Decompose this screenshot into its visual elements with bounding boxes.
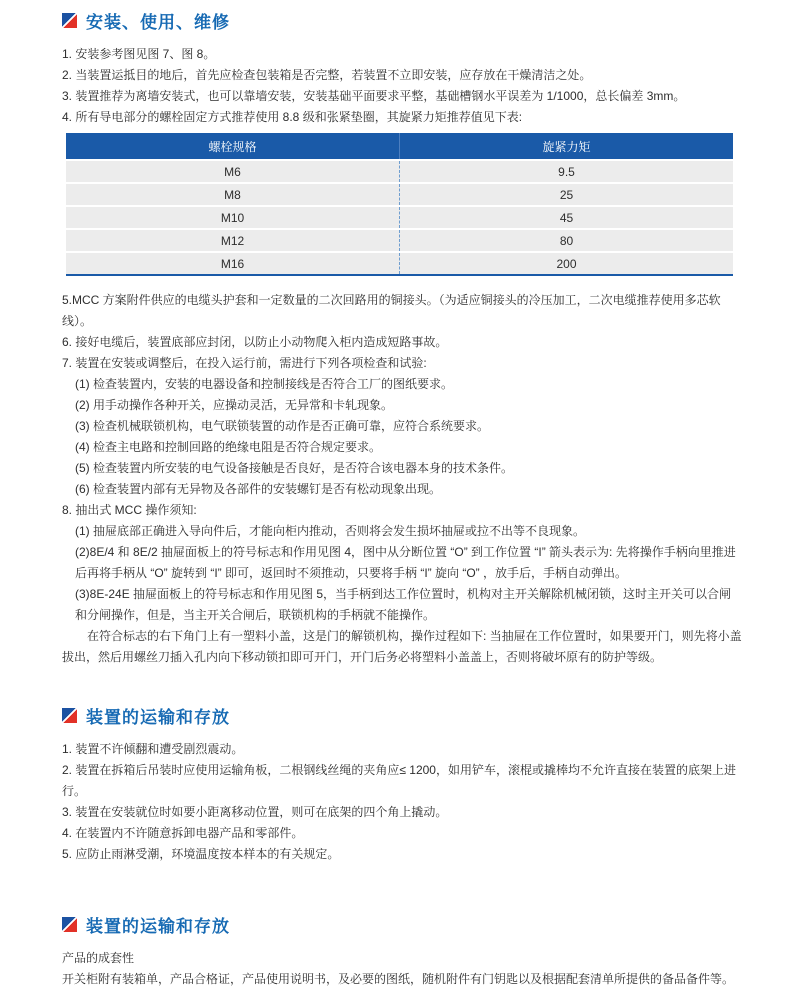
cell-bolt-spec: M12 xyxy=(66,229,400,252)
list-item: 1. 安装参考图见图 7、图 8。 xyxy=(62,47,216,61)
column-header-bolt-spec: 螺栓规格 xyxy=(66,133,400,160)
note-paragraph: 在符合标志的右下角门上有一塑料小盖，这是门的解锁机构，操作过程如下: 当抽屉在工作位置时，如果要开门，则先将小盖拔出，然后用螺丝刀插入孔内向下移动锁扣即可开门，开门后务必将塑料小盖盖上，否则将破坏原有的防护等级。 xyxy=(62,629,742,664)
torque-table-header xyxy=(66,133,733,160)
section-marker-icon xyxy=(62,13,77,28)
section-heading xyxy=(62,912,742,937)
list-item: 5.MCC 方案附件供应的电缆头护套和一定数量的二次回路用的铜接头。（为适应铜接头的冷压加工，二次电缆推荐使用多芯软线）。 xyxy=(62,293,721,328)
list-item: 4. 所有导电部分的螺栓固定方式推荐使用 8.8 级和张紧垫圈，其旋紧力矩推荐值见下表: xyxy=(62,110,523,124)
section-install-use-maintain xyxy=(62,8,742,668)
cell-torque: 9.5 xyxy=(400,160,734,183)
cell-torque: 25 xyxy=(400,183,734,206)
list-item: 1. 装置不许倾翻和遭受剧烈震动。 xyxy=(62,742,244,756)
body-text: 开关柜附有装箱单，产品合格证，产品使用说明书，及必要的图纸，随机附件有门钥匙以及根据配套清单所提供的备品备件等。 xyxy=(62,972,735,986)
table-row xyxy=(66,206,733,229)
list-item: 5. 应防止雨淋受潮，环境温度按本样本的有关规定。 xyxy=(62,847,340,861)
operation-item: (2)8E/4 和 8E/2 抽屉面板上的符号标志和作用见图 4，图中从分断位置 “O” 到工作位置 “I” 箭头表示为: 先将操作手柄向里推进后再将手柄从 “O” 旋转到 “I” 即可，返回时不须推动，只要将手柄 “I” 旋向 “O” ，放手后，手柄自动弹出。 xyxy=(75,545,736,580)
list-item: 8. 抽出式 MCC 操作须知: xyxy=(62,503,197,517)
list-item: 4. 在装置内不许随意拆卸电器产品和零部件。 xyxy=(62,826,304,840)
cell-torque: 200 xyxy=(400,252,734,275)
section-heading xyxy=(62,8,742,33)
check-item: (4) 检查主电路和控制回路的绝缘电阻是否符合规定要求。 xyxy=(75,440,382,454)
torque-table xyxy=(66,133,733,276)
cell-torque: 80 xyxy=(400,229,734,252)
table-row xyxy=(66,229,733,252)
list-item: 3. 装置推荐为离墙安装式，也可以靠墙安装，安装基础平面要求平整，基础槽钢水平误差为 1/1000，总长偏差 3mm。 xyxy=(62,89,686,103)
section-heading-text: 装置的运输和存放 xyxy=(86,708,230,727)
list-item: 2. 装置在拆箱后吊装时应使用运输角板，二根钢线丝绳的夹角应≤ 1200，如用铲车，滚棍或撬棒均不允许直接在装置的底架上进行。 xyxy=(62,763,736,798)
table-row xyxy=(66,183,733,206)
check-item: (1) 检查装置内，安装的电器设备和控制接线是否符合工厂的图纸要求。 xyxy=(75,377,454,391)
operation-item: (1) 抽屉底部正确进入导向件后，才能向柜内推动，否则将会发生损坏抽屉或拉不出等不良现象。 xyxy=(75,524,586,538)
section-heading-text: 安装、使用、维修 xyxy=(86,13,230,32)
list-item: 3. 装置在安装就位时如要小距离移动位置，则可在底架的四个角上撬动。 xyxy=(62,805,448,819)
list-item: 7. 装置在安装或调整后，在投入运行前，需进行下列各项检查和试验: xyxy=(62,356,427,370)
check-item: (5) 检查装置内所安装的电气设备接触是否良好，是否符合该电器本身的技术条件。 xyxy=(75,461,514,475)
section-marker-icon xyxy=(62,708,77,723)
cell-torque: 45 xyxy=(400,206,734,229)
cell-bolt-spec: M16 xyxy=(66,252,400,275)
table-row xyxy=(66,252,733,275)
cell-bolt-spec: M6 xyxy=(66,160,400,183)
section-heading-text: 装置的运输和存放 xyxy=(86,917,230,936)
check-item: (3) 检查机械联锁机构，电气联锁装置的动作是否正确可靠，应符合系统要求。 xyxy=(75,419,490,433)
operation-item: (3)8E-24E 抽屉面板上的符号标志和作用见图 5，当手柄到达工作位置时，机构对主开关解除机械闭锁，这时主开关可以合闸和分闸操作，但是，当主开关合闸后，联锁机构的手柄就不能操作。 xyxy=(75,587,732,622)
section-marker-icon xyxy=(62,917,77,932)
table-row xyxy=(66,160,733,183)
check-item: (2) 用手动操作各种开关，应操动灵活，无异常和卡轧现象。 xyxy=(75,398,394,412)
column-header-torque: 旋紧力矩 xyxy=(400,133,734,160)
section-product-completeness xyxy=(62,912,742,990)
subsection-title: 产品的成套性 xyxy=(62,951,135,965)
list-item: 2. 当装置运抵目的地后，首先应检查包装箱是否完整，若装置不立即安装，应存放在干燥清洁之处。 xyxy=(62,68,592,82)
cell-bolt-spec: M10 xyxy=(66,206,400,229)
cell-bolt-spec: M8 xyxy=(66,183,400,206)
check-item: (6) 检查装置内部有无异物及各部件的安装螺钉是否有松动现象出现。 xyxy=(75,482,442,496)
list-item: 6. 接好电缆后，装置底部应封闭，以防止小动物爬入柜内造成短路事故。 xyxy=(62,335,448,349)
section-heading xyxy=(62,703,742,728)
section-transport-storage xyxy=(62,703,742,865)
